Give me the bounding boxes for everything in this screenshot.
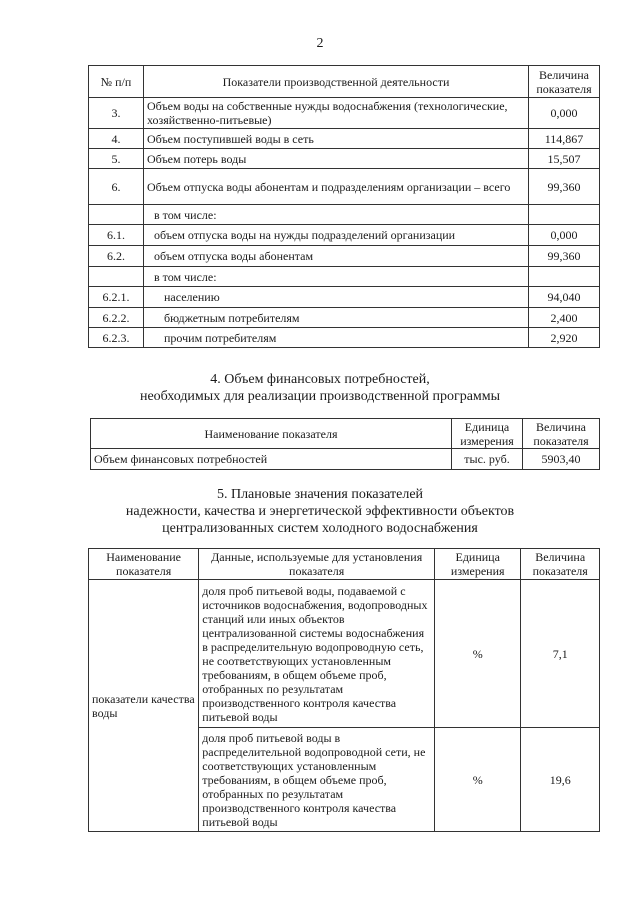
row-value: 99,360 (529, 246, 600, 267)
table-row (89, 328, 600, 348)
row-num: 3. (89, 98, 144, 129)
table-row (89, 149, 600, 169)
section-5-line-1: 5. Плановые значения показателей (216, 487, 424, 502)
section-4-line-1: 4. Объем финансовых потребностей, (210, 372, 430, 387)
row-name: населению (144, 287, 529, 308)
section-5-line-2: надежности, качества и энергетической эффективности объектов (125, 504, 515, 519)
table-header-row (89, 549, 600, 580)
row-num: 6.1. (89, 225, 144, 246)
header-name: Наименование показателя (91, 419, 452, 449)
table-row (89, 308, 600, 328)
row-name: объем отпуска воды на нужды подразделений организации (144, 225, 529, 246)
table-header-row (89, 66, 600, 98)
row-num: 6.2.1. (89, 287, 144, 308)
header-name: Показатели производственной деятельности (144, 66, 529, 98)
row-value: 0,000 (529, 225, 600, 246)
table-row (89, 205, 600, 225)
row-num: 6.2.3. (89, 328, 144, 348)
row-value: 19,6 (521, 728, 600, 832)
row-name: объем отпуска воды абонентам (144, 246, 529, 267)
header-unit: Единица измерения (452, 419, 523, 449)
row-name: прочим потребителям (144, 328, 529, 348)
header-value: Величина показателя (529, 66, 600, 98)
section-5-title (0, 486, 640, 537)
group-name: показатели качества воды (89, 580, 199, 832)
row-name: в том числе: (144, 267, 529, 287)
row-name: в том числе: (144, 205, 529, 225)
row-value: 94,040 (529, 287, 600, 308)
row-data: доля проб питьевой воды в распределительной водопроводной сети, не соответствующих установленным требованиям, в общем объеме проб, отобранных по результатам производственного контроля качества питьевой воды (199, 728, 435, 832)
row-name: бюджетным потребителям (144, 308, 529, 328)
header-value: Величина показателя (521, 549, 600, 580)
row-num (89, 205, 144, 225)
row-unit: % (435, 580, 521, 728)
row-num (89, 267, 144, 287)
row-name: Объем воды на собственные нужды водоснабжения (технологические, хозяйственно-питьевые) (144, 98, 529, 129)
table-header-row (91, 419, 600, 449)
row-value (529, 267, 600, 287)
row-value: 7,1 (521, 580, 600, 728)
table-row (89, 225, 600, 246)
row-name: Объем потерь воды (144, 149, 529, 169)
water-quality-table (88, 548, 600, 832)
row-value: 114,867 (529, 129, 600, 149)
row-value: 0,000 (529, 98, 600, 129)
section-4-title (0, 371, 640, 405)
row-value: 99,360 (529, 169, 600, 205)
row-value: 15,507 (529, 149, 600, 169)
row-data: доля проб питьевой воды, подаваемой с источников водоснабжения, водопроводных станций или иных объектов централизованной системы водоснабжения в распределительную водопроводную сеть, не соответствующих установленным требованиям, в общем объеме проб, отобранных по результатам производственного контроля качества питьевой воды (199, 580, 435, 728)
row-num: 4. (89, 129, 144, 149)
row-unit: тыс. руб. (452, 449, 523, 470)
row-unit: % (435, 728, 521, 832)
table-row (89, 129, 600, 149)
table-row (89, 267, 600, 287)
row-num: 6.2.2. (89, 308, 144, 328)
section-4-line-2: необходимых для реализации производственной программы (139, 389, 501, 404)
row-num: 5. (89, 149, 144, 169)
row-value: 2,920 (529, 328, 600, 348)
header-data: Данные, используемые для установления показателя (199, 549, 435, 580)
row-num: 6. (89, 169, 144, 205)
table-row (89, 580, 600, 728)
row-name: Объем поступившей воды в сеть (144, 129, 529, 149)
row-value (529, 205, 600, 225)
row-value: 5903,40 (523, 449, 600, 470)
table-row (89, 98, 600, 129)
table-row (89, 287, 600, 308)
production-indicators-table (88, 65, 600, 348)
table-row (89, 246, 600, 267)
row-name: Объем отпуска воды абонентам и подразделениям организации – всего (144, 169, 529, 205)
row-value: 2,400 (529, 308, 600, 328)
table-row (91, 449, 600, 470)
table-row (89, 169, 600, 205)
financial-needs-table (90, 418, 600, 470)
section-5-line-3: централизованных систем холодного водоснабжения (162, 521, 478, 536)
header-unit: Единица измерения (435, 549, 521, 580)
header-name: Наименование показателя (89, 549, 199, 580)
header-value: Величина показателя (523, 419, 600, 449)
header-num: № п/п (89, 66, 144, 98)
page-number: 2 (316, 36, 324, 51)
row-num: 6.2. (89, 246, 144, 267)
row-name: Объем финансовых потребностей (91, 449, 452, 470)
